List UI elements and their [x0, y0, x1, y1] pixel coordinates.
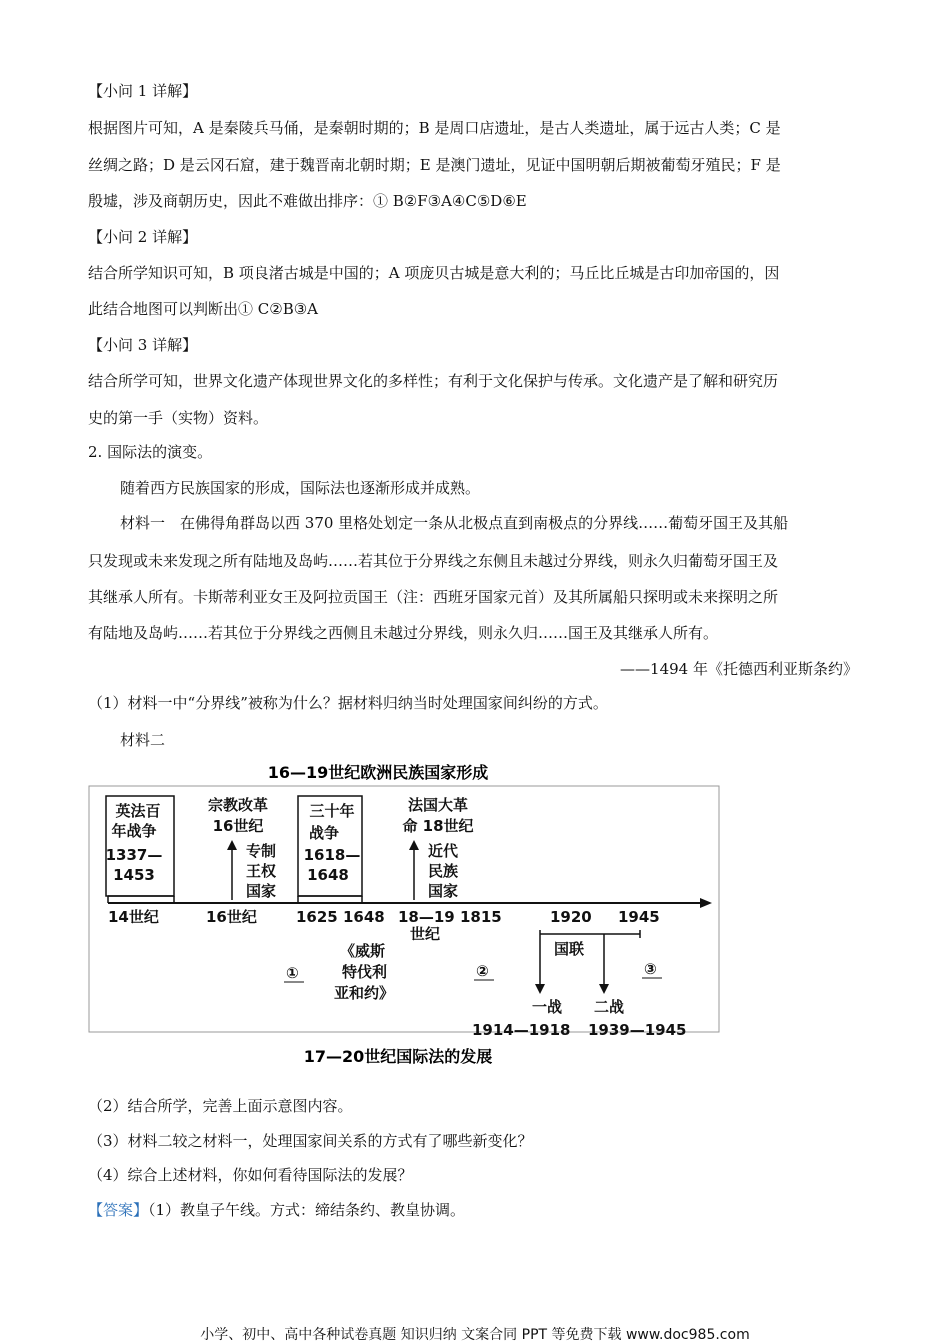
axis-label-1945: 1945: [618, 908, 660, 926]
q1-line-2: 丝绸之路；D 是云冈石窟，建于魏晋南北朝时期；E 是澳门遗址，见证中国明朝后期被葡萄牙殖民；F 是: [88, 156, 781, 174]
page-footer: 小学、初中、高中各种试卷真题 知识归纳 文案合同 PPT 等免费下载 www.doc985.com: [200, 1327, 750, 1343]
material1-line-3: 其继承人所有。卡斯蒂利亚女王及阿拉贡国王（注：西班牙国家元首）及其所属船只探明或未来探明之所: [88, 588, 779, 606]
svg-text:专制: 专制: [246, 842, 277, 860]
axis-label-1920: 1920: [550, 908, 592, 926]
q1-line-1: 根据图片可知，A 是秦陵兵马俑，是秦朝时期的；B 是周口店遗址，是古人类遗址，属于远古人类；C 是: [88, 119, 781, 137]
svg-text:近代: 近代: [428, 842, 459, 860]
svg-text:1648: 1648: [307, 866, 349, 884]
sub-question-3: （3）材料二较之材料一，处理国家间关系的方式有了哪些新变化？: [88, 1132, 533, 1150]
answer-text: （1）教皇子午线。方式：缔结条约、教皇协调。: [148, 1201, 466, 1219]
svg-text:王权: 王权: [246, 862, 277, 880]
diagram-title-bottom: 17—20世纪国际法的发展: [303, 1047, 493, 1066]
svg-text:年战争: 年战争: [111, 822, 157, 840]
ww2-years: 1939—1945: [588, 1021, 687, 1039]
box-french-revolution: [402, 796, 473, 900]
axis-label-century: 世纪: [410, 925, 441, 943]
q1-heading: 【小问 1 详解】: [88, 82, 198, 100]
svg-text:战争: 战争: [308, 824, 340, 842]
material1-line-4: 有陆地及岛屿……若其位于分界线之西侧且未越过分界线，则永久归……国王及其继承人所有。: [88, 624, 719, 642]
svg-text:1337—: 1337—: [105, 846, 163, 864]
q3-heading: 【小问 3 详解】: [88, 336, 198, 354]
q3-line-1: 结合所学可知，世界文化遗产体现世界文化的多样性；有利于文化保护与传承。文化遗产是了解和研究历: [88, 372, 779, 390]
treaty-line-3: 亚和约》: [334, 984, 395, 1002]
material2-label: 材料二: [120, 731, 166, 749]
q2-heading: 【小问 2 详解】: [88, 228, 198, 246]
blank-3: ③: [644, 960, 657, 978]
axis-label-14c: 14世纪: [108, 908, 159, 926]
axis-label-1625-1648: 1625 1648: [296, 908, 385, 926]
svg-text:英法百: 英法百: [115, 802, 161, 820]
sub-question-2: （2）结合所学，完善上面示意图内容。: [88, 1097, 353, 1115]
svg-text:1453: 1453: [113, 866, 155, 884]
box-hundred-years-war: [106, 796, 174, 896]
box-thirty-years-war: [298, 796, 362, 896]
blank-2: ②: [476, 962, 489, 980]
blank-1: ①: [286, 964, 299, 982]
diagram-title-top: 16—19世纪欧洲民族国家形成: [267, 763, 489, 782]
box-reformation: [208, 796, 277, 900]
svg-text:16世纪: 16世纪: [212, 817, 264, 835]
treaty-line-1: 《威斯: [340, 942, 386, 960]
ww1-years: 1914—1918: [472, 1021, 571, 1039]
answer-tag: 【答案】: [88, 1201, 149, 1219]
svg-text:国家: 国家: [428, 882, 459, 900]
source-citation: ——1494 年《托德西利亚斯条约》: [620, 660, 858, 678]
svg-text:命 18世纪: 命 18世纪: [402, 817, 474, 835]
svg-text:国家: 国家: [246, 882, 277, 900]
ww2-label: 二战: [594, 998, 625, 1016]
treaty-line-2: 特伐利: [342, 963, 388, 981]
axis-label-16c: 16世纪: [206, 908, 257, 926]
league-label: 国联: [554, 940, 585, 958]
intro-text: 随着西方民族国家的形成，国际法也逐渐形成并成熟。: [120, 479, 481, 497]
material1-line-1: 材料一 在佛得角群岛以西 370 里格处划定一条从北极点直到南极点的分界线……葡萄牙国王及其船: [120, 514, 789, 532]
svg-text:宗教改革: 宗教改革: [207, 796, 269, 814]
q2-line-1: 结合所学知识可知，B 项良渚古城是中国的；A 项庞贝古城是意大利的；马丘比丘城是古印加帝国的，因: [88, 264, 780, 282]
timeline-diagram: [88, 758, 724, 1070]
svg-text:三十年: 三十年: [309, 802, 355, 820]
q3-line-2: 史的第一手（实物）资料。: [88, 409, 269, 427]
svg-text:民族: 民族: [428, 862, 459, 880]
svg-text:1618—: 1618—: [303, 846, 361, 864]
question-2-title: 2. 国际法的演变。: [88, 443, 213, 461]
sub-question-1: （1）材料一中“分界线”被称为什么？据材料归纳当时处理国家间纠纷的方式。: [88, 694, 608, 712]
sub-question-4: （4）综合上述材料，你如何看待国际法的发展？: [88, 1166, 413, 1184]
axis-label-18-19-1815: 18—19 1815: [398, 908, 502, 926]
material1-line-2: 只发现或未来发现之所有陆地及岛屿……若其位于分界线之东侧且未越过分界线，则永久归葡萄牙国王及: [88, 552, 779, 570]
svg-text:法国大革: 法国大革: [407, 796, 469, 814]
answer-line: [88, 1200, 465, 1220]
q2-line-2: 此结合地图可以判断出① C②B③A: [88, 300, 318, 318]
q1-line-3: 殷墟，涉及商朝历史，因此不难做出排序：① B②F③A④C⑤D⑥E: [88, 192, 527, 210]
ww1-label: 一战: [532, 998, 563, 1016]
